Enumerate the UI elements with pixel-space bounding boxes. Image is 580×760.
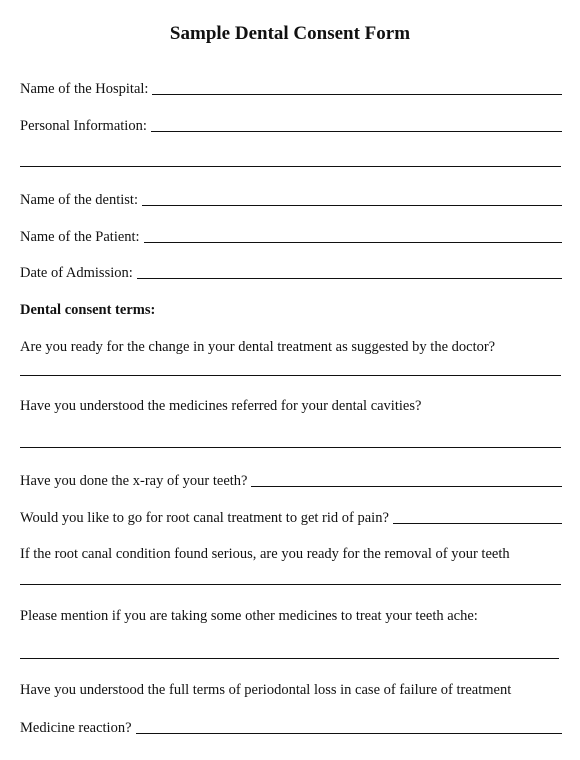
admission-date-input-line[interactable]	[137, 278, 562, 279]
answer-line-8[interactable]	[136, 733, 562, 734]
personal-info-label: Personal Information:	[20, 118, 147, 134]
dentist-field-row	[20, 189, 562, 209]
answer-line-3[interactable]	[251, 486, 562, 487]
terms-heading: Dental consent terms:	[20, 302, 156, 318]
hospital-label: Name of the Hospital:	[20, 81, 149, 97]
question-2: Have you understood the medicines referred for your dental cavities?	[20, 398, 422, 414]
question-5: If the root canal condition found serious, are you ready for the removal of your teeth	[20, 546, 510, 562]
question-8: Medicine reaction?	[20, 720, 132, 736]
patient-label: Name of the Patient:	[20, 229, 140, 245]
admission-date-field-row	[20, 262, 562, 282]
question-4: Would you like to go for root canal treatment to get rid of pain?	[20, 510, 389, 526]
personal-info-field-row	[20, 115, 562, 135]
answer-line-4[interactable]	[393, 523, 562, 524]
hospital-field-row	[20, 78, 562, 98]
patient-field-row	[20, 226, 562, 246]
answer-line-5[interactable]	[20, 584, 561, 585]
question-8-row	[20, 717, 562, 737]
answer-line-1[interactable]	[20, 375, 561, 376]
personal-info-input-line[interactable]	[151, 131, 562, 132]
question-3: Have you done the x-ray of your teeth?	[20, 473, 248, 489]
personal-info-continuation-line[interactable]	[20, 166, 561, 167]
form-title: Sample Dental Consent Form	[169, 23, 411, 44]
question-6: Please mention if you are taking some other medicines to treat your teeth ache:	[20, 608, 478, 624]
dentist-input-line[interactable]	[142, 205, 562, 206]
hospital-input-line[interactable]	[152, 94, 562, 95]
question-1: Are you ready for the change in your dental treatment as suggested by the doctor?	[20, 339, 496, 355]
answer-line-6[interactable]	[20, 658, 559, 659]
question-7: Have you understood the full terms of periodontal loss in case of failure of treatment	[20, 682, 512, 698]
patient-input-line[interactable]	[144, 242, 562, 243]
dentist-label: Name of the dentist:	[20, 192, 138, 208]
admission-date-label: Date of Admission:	[20, 265, 133, 281]
question-4-row	[20, 507, 562, 527]
question-3-row	[20, 470, 562, 490]
answer-line-2[interactable]	[20, 447, 561, 448]
